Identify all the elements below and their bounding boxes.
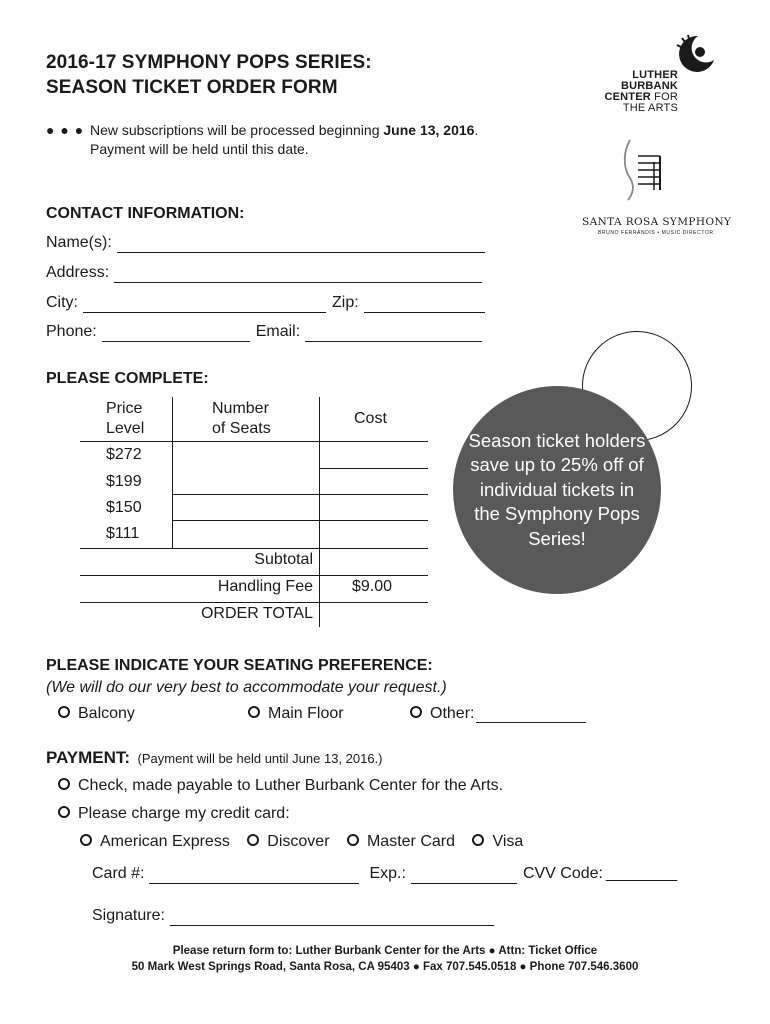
address-field[interactable] bbox=[114, 267, 482, 283]
form-title bbox=[46, 50, 372, 100]
seats-input-272[interactable] bbox=[175, 443, 317, 467]
card-option-amex[interactable] bbox=[80, 833, 230, 850]
payment-heading-row bbox=[46, 748, 383, 768]
names-label: Name(s): bbox=[46, 234, 112, 251]
column-header-price bbox=[106, 399, 144, 439]
price-header-line-2: Level bbox=[106, 420, 145, 437]
discover-label: Discover bbox=[267, 833, 330, 850]
credit-label: Please charge my credit card: bbox=[78, 805, 290, 822]
seats-header-line-2: of Seats bbox=[212, 420, 271, 437]
handling-fee-label: Handling Fee bbox=[217, 578, 313, 595]
seating-subheading: (We will do our very best to accommodate your request.) bbox=[46, 679, 447, 696]
symphony-staff-icon bbox=[622, 138, 672, 202]
handling-fee-value: $9.00 bbox=[352, 578, 393, 595]
address-label: Address: bbox=[46, 264, 110, 281]
santa-rosa-symphony-logo bbox=[578, 138, 732, 238]
seating-option-main-floor[interactable] bbox=[248, 705, 344, 723]
radio-circle-icon bbox=[58, 706, 70, 718]
card-option-discover[interactable] bbox=[247, 833, 329, 850]
seating-heading: PLEASE INDICATE YOUR SEATING PREFERENCE: bbox=[46, 657, 433, 674]
title-line-2: SEASON TICKET ORDER FORM bbox=[46, 77, 338, 98]
zip-field[interactable] bbox=[364, 297, 485, 313]
footer bbox=[0, 943, 770, 975]
srs-name: SANTA ROSA SYMPHONY bbox=[582, 216, 732, 228]
city-zip-row bbox=[46, 293, 485, 313]
title-line-1: 2016-17 SYMPHONY POPS SERIES: bbox=[46, 52, 372, 73]
radio-circle-icon bbox=[247, 834, 259, 846]
srs-subtitle: BRUNO FERRANDIS • MUSIC DIRECTOR bbox=[598, 230, 714, 236]
column-header-cost: Cost bbox=[354, 410, 387, 427]
cvv-field[interactable]: ________ bbox=[605, 865, 678, 882]
cost-input-150[interactable] bbox=[322, 496, 426, 519]
lbc-line-2: CENTER bbox=[604, 91, 651, 103]
seats-input-111[interactable] bbox=[175, 522, 317, 546]
seats-header-line-1: Number bbox=[212, 400, 269, 417]
notice-date: June 13, 2016 bbox=[383, 122, 475, 138]
payment-option-credit[interactable] bbox=[58, 805, 290, 823]
table-total-rule bbox=[80, 602, 428, 603]
order-total-input[interactable] bbox=[322, 604, 426, 626]
seats-input-150[interactable] bbox=[175, 496, 317, 519]
notice-line-2: Payment will be held until this date. bbox=[90, 141, 309, 157]
card-option-mastercard[interactable] bbox=[347, 833, 455, 850]
check-label: Check, made payable to Luther Burbank Center for the Arts. bbox=[78, 777, 504, 794]
table-divider-cost bbox=[319, 397, 320, 627]
card-number-field[interactable] bbox=[149, 868, 359, 884]
lbc-wordmark bbox=[572, 70, 678, 114]
price-level-cell: $199 bbox=[106, 473, 142, 490]
cvv-label: CVV Code: bbox=[522, 865, 603, 882]
card-number-label: Card #: bbox=[92, 865, 145, 882]
price-header-line-1: Price bbox=[106, 400, 143, 417]
lbc-line-1: LUTHER BURBANK bbox=[620, 69, 678, 92]
payment-option-check[interactable] bbox=[58, 777, 503, 795]
order-total-label: ORDER TOTAL bbox=[200, 605, 313, 622]
mastercard-label: Master Card bbox=[366, 833, 455, 850]
seating-option-balcony[interactable] bbox=[58, 705, 135, 723]
table-handling-rule bbox=[80, 575, 428, 576]
price-level-cell: $272 bbox=[106, 446, 142, 463]
table-row-rule bbox=[319, 468, 428, 469]
names-row bbox=[46, 233, 485, 253]
phone-label: Phone: bbox=[46, 323, 97, 340]
order-table bbox=[80, 397, 430, 627]
other-field[interactable] bbox=[476, 707, 586, 723]
exp-label: Exp.: bbox=[369, 865, 406, 882]
radio-circle-icon bbox=[58, 778, 70, 790]
radio-circle-icon bbox=[347, 834, 359, 846]
signature-label: Signature: bbox=[92, 907, 165, 924]
table-subtotal-rule bbox=[80, 548, 428, 549]
radio-circle-icon bbox=[410, 706, 422, 718]
seating-option-other[interactable] bbox=[410, 705, 586, 723]
table-row-rule bbox=[172, 520, 428, 521]
processing-notice bbox=[46, 121, 478, 159]
payment-note: (Payment will be held until June 13, 2016.) bbox=[137, 751, 383, 766]
seats-input-199[interactable] bbox=[175, 470, 317, 493]
visa-label: Visa bbox=[492, 833, 524, 850]
promo-badge bbox=[453, 386, 661, 594]
cost-input-272[interactable] bbox=[322, 443, 426, 467]
price-level-cell: $150 bbox=[106, 499, 142, 516]
contact-heading: CONTACT INFORMATION: bbox=[46, 205, 245, 222]
notice-period: . bbox=[474, 122, 479, 138]
table-row-rule bbox=[172, 494, 428, 495]
email-label: Email: bbox=[255, 323, 301, 340]
cost-input-111[interactable] bbox=[322, 522, 426, 546]
radio-circle-icon bbox=[248, 706, 260, 718]
crescent-logo-icon bbox=[676, 34, 716, 76]
names-field[interactable] bbox=[117, 237, 485, 253]
notice-text: New subscriptions will be processed beginning bbox=[90, 122, 384, 138]
card-details-row bbox=[92, 864, 677, 884]
radio-circle-icon bbox=[80, 834, 92, 846]
subtotal-input[interactable] bbox=[322, 550, 426, 574]
column-header-seats bbox=[212, 399, 271, 439]
footer-line-1: Please return form to: Luther Burbank Center for the Arts ● Attn: Ticket Office bbox=[172, 945, 598, 957]
price-level-cell: $111 bbox=[106, 525, 140, 542]
balcony-label: Balcony bbox=[78, 705, 135, 722]
payment-heading: PAYMENT: bbox=[46, 748, 131, 767]
email-field[interactable] bbox=[305, 326, 482, 342]
order-heading: PLEASE COMPLETE: bbox=[46, 370, 209, 387]
lbc-line-2-suffix: FOR bbox=[650, 91, 678, 103]
address-row bbox=[46, 263, 482, 283]
lbc-line-3: THE ARTS bbox=[622, 102, 678, 114]
radio-circle-icon bbox=[58, 806, 70, 818]
main-floor-label: Main Floor bbox=[268, 705, 344, 722]
city-field[interactable] bbox=[83, 297, 326, 313]
subtotal-label: Subtotal bbox=[254, 551, 313, 568]
signature-field[interactable] bbox=[170, 910, 494, 926]
table-header-rule bbox=[80, 441, 428, 442]
other-label: Other: bbox=[430, 705, 475, 722]
card-type-options bbox=[80, 833, 523, 851]
exp-field[interactable] bbox=[411, 868, 517, 884]
table-divider-price bbox=[172, 397, 173, 549]
signature-row bbox=[92, 906, 494, 926]
city-label: City: bbox=[46, 294, 78, 311]
phone-field[interactable] bbox=[102, 326, 250, 342]
footer-line-2: 50 Mark West Springs Road, Santa Rosa, CA 95403 ● Fax 707.545.0518 ● Phone 707.546.3600 bbox=[131, 961, 639, 973]
zip-label: Zip: bbox=[332, 294, 359, 311]
luther-burbank-logo bbox=[572, 34, 722, 114]
phone-email-row bbox=[46, 322, 482, 342]
promo-text: Season ticket holders save up to 25% off of individual tickets in the Symphony Pops Series! bbox=[468, 429, 646, 549]
amex-label: American Express bbox=[100, 833, 230, 850]
radio-circle-icon bbox=[472, 834, 484, 846]
card-option-visa[interactable] bbox=[472, 833, 523, 850]
bullet-dots: ● ● ● bbox=[46, 122, 85, 138]
cost-input-199[interactable] bbox=[322, 470, 426, 493]
